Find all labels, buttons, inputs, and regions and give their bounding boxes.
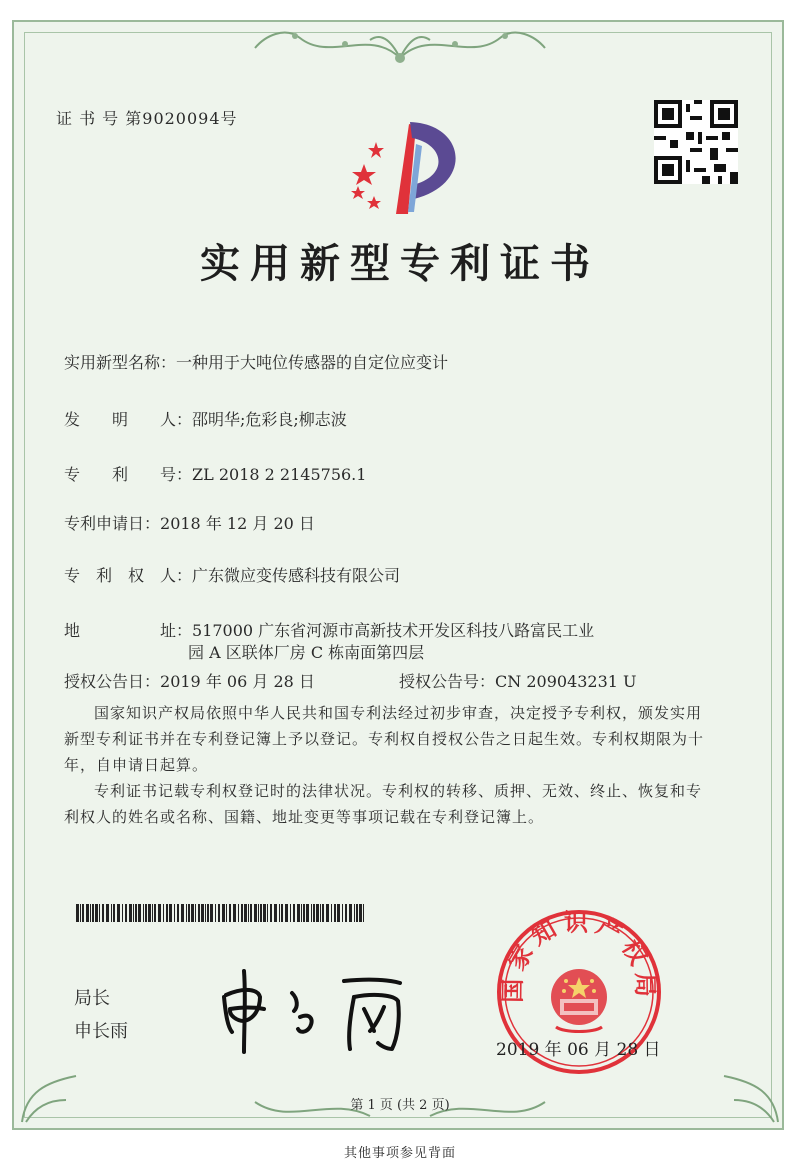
signatory-name: 申长雨 [74, 1021, 128, 1042]
field-value: 邵明华;危彩良;柳志波 [192, 410, 347, 429]
field-label: 授权公告日： [64, 672, 161, 691]
grant-paragraph: 国家知识产权局依照中华人民共和国专利法经过初步审查，决定授予专利权，颁发实用新型专利证书并在专利登记簿上予以登记。专利权自授权公告之日起生效。专利权期限为十年，自申请日起算。 [64, 704, 705, 774]
field-value: 一种用于大吨位传感器的自定位应变计 [176, 353, 449, 372]
page-indicator: 第 1 页 (共 2 页) [350, 1098, 450, 1113]
field-value: 517000 广东省河源市高新技术开发区科技八路富民工业 [192, 621, 595, 640]
field-label: 地 址： [64, 621, 193, 640]
signatory-title: 局长 [74, 988, 110, 1009]
field-announce-number [399, 669, 637, 692]
field-value: 2019 年 06 月 28 日 [160, 672, 315, 691]
field-value: CN 209043231 U [495, 672, 637, 691]
field-label: 授权公告号： [399, 672, 496, 691]
handwritten-signature [214, 957, 424, 1057]
barcode [76, 904, 366, 922]
back-note: 其他事项参见背面 [343, 1146, 456, 1161]
cnipa-logo [334, 104, 484, 224]
field-patent-number [64, 462, 366, 485]
field-value: 广东微应变传感科技有限公司 [192, 566, 401, 585]
seal-text: 国家知识产权局 [498, 908, 660, 1003]
seal-date: 2019 年 06 月 28 日 [496, 1040, 661, 1060]
field-address-line2: 园 A 区联体厂房 C 栋南面第四层 [188, 643, 425, 662]
field-value: 2018 年 12 月 20 日 [160, 514, 315, 533]
field-patentee [64, 563, 400, 586]
field-value: ZL 2018 2 2145756.1 [192, 465, 367, 484]
certificate-title: 实用新型专利证书 [200, 240, 600, 287]
field-label: 专利申请日： [64, 514, 161, 533]
certificate-sheet [12, 20, 784, 1130]
top-ornament [250, 20, 550, 66]
qr-code [654, 100, 738, 184]
field-label: 专 利 号： [64, 465, 193, 484]
field-label: 发 明 人： [64, 410, 193, 429]
field-inventors [64, 407, 347, 430]
field-application-date [64, 511, 315, 534]
field-address [64, 618, 594, 641]
field-announce-date [64, 669, 315, 692]
field-model-name [64, 350, 448, 373]
field-label: 实用新型名称： [64, 353, 177, 372]
field-label: 专 利 权 人： [64, 566, 193, 585]
legal-status-paragraph: 专利证书记载专利权登记时的法律状况。专利权的转移、质押、无效、终止、恢复和专利权人的姓名或名称、国籍、地址变更等事项记载在专利登记簿上。 [64, 782, 703, 826]
certificate-number: 证 书 号 第9020094号 [56, 109, 238, 128]
